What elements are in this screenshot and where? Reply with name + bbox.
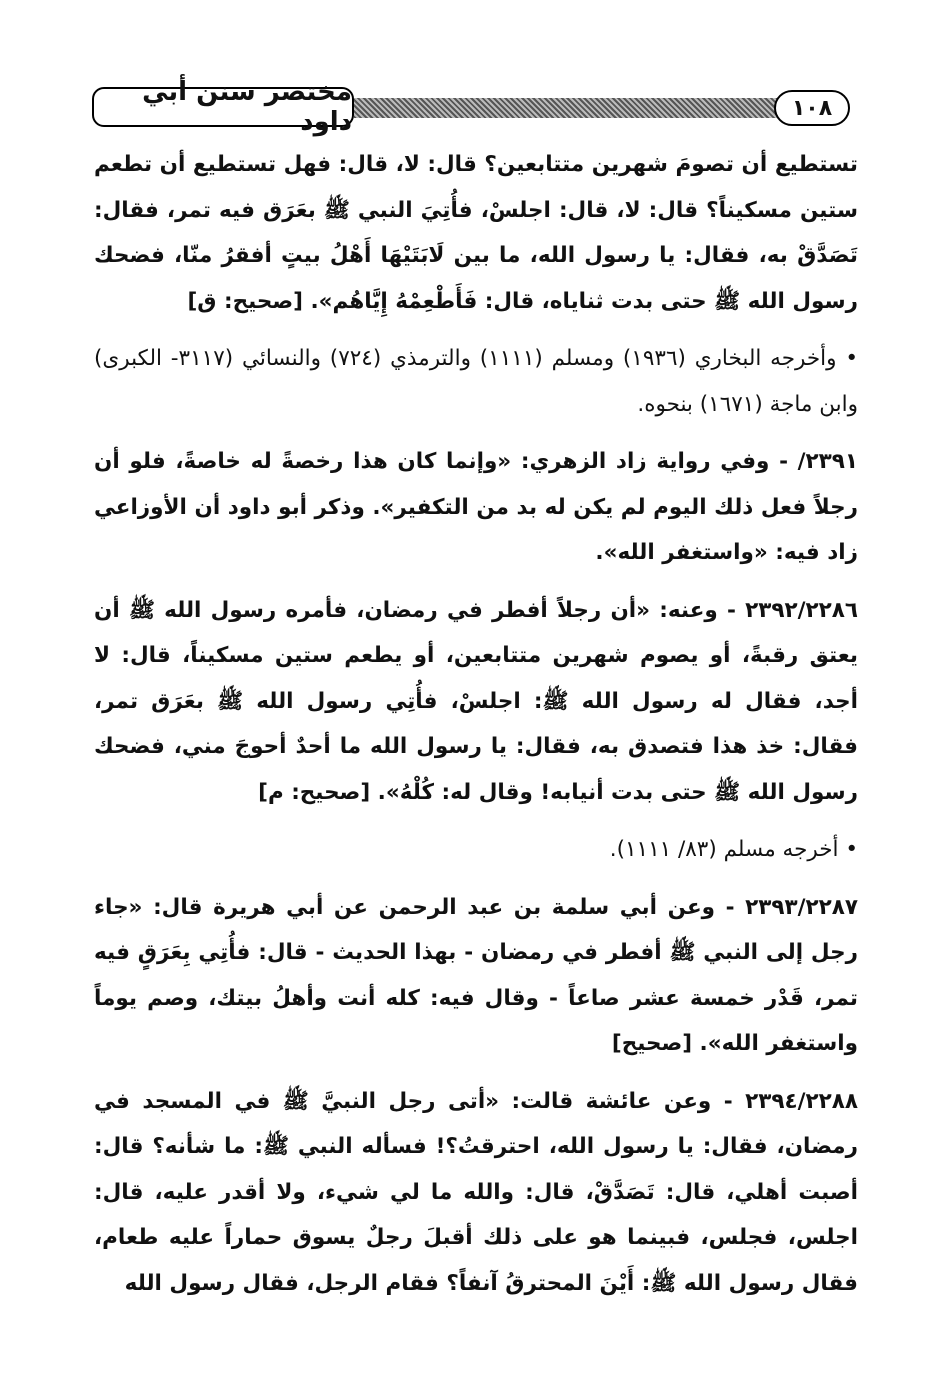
hadith-2394: ٢٣٩٤/٢٢٨٨ - وعن عائشة قالت: «أتى رجل النبيَّ ﷺ في المسجد في رمضان، فقال: يا رسول الله، احترقتُ؟! فسأله النبي ﷺ: ما شأنه؟ قال: أصبت أهلي، قال: تَصَدَّقْ، قال: والله ما لي شيء، ولا أقدر عليه، قال: اجلس، فجلس، فبينما هو على ذلك أقبلَ رجلٌ يسوق حماراً عليه طعام، فقال رسول الله ﷺ: أَيْنَ المحترقُ آنفاً؟ فقام الرجل، فقال رسول الله: [94, 1088, 858, 1296]
header-decorative-band: [354, 98, 778, 118]
book-title: مختصر سنن أبي داود: [92, 87, 354, 127]
takhrij-note: • أخرجه مسلم (٨٣/ ١١١١).: [609, 837, 858, 862]
page-number: ١٠٨: [774, 90, 850, 126]
page-body: [94, 142, 858, 1318]
hadith-2391: ٢٣٩١/ - وفي رواية زاد الزهري: «وإنما كان هذا رخصةً له خاصةً، فلو أن رجلاً فعل ذلك اليوم لم يكن له بد من التكفير». وذكر أبو داود أن الأوزاعي زاد فيه: «واستغفر الله».: [94, 449, 858, 565]
hadith-2392: ٢٣٩٢/٢٢٨٦ - وعنه: «أن رجلاً أفطر في رمضان، فأمره رسول الله ﷺ أن يعتق رقبةً، أو يصوم شهرين متتابعين، أو يطعم ستين مسكيناً، قال: لا أجد، فقال له رسول الله ﷺ: اجلسْ، فأُتِي رسول الله ﷺ بعَرَق تمر، فقال: خذ هذا فتصدق به، فقال: يا رسول الله ما أحدٌ أحوجَ مني، فضحك رسول الله ﷺ حتى بدت أنيابه! وقال له: كُلْهُ». [صحيح: م]: [94, 597, 858, 805]
hadith-continuation: تستطيع أن تصومَ شهرين متتابعين؟ قال: لا، قال: فهل تستطيع أن تطعم ستين مسكيناً؟ قال: لا، قال: اجلسْ، فأُتِيَ النبي ﷺ بعَرَق فيه تمر، فقال: تَصَدَّقْ به، فقال: يا رسول الله، ما بين لَابَتَيْهَا أَهْلُ بيتٍ أفقرُ منّا، فضحك رسول الله ﷺ حتى بدت ثناياه، قال: فَأَطْعِمْهُ إِيَّاهُم». [صحيح: ق]: [94, 152, 858, 314]
hadith-2393: ٢٣٩٣/٢٢٨٧ - وعن أبي سلمة بن عبد الرحمن عن أبي هريرة قال: «جاء رجل إلى النبي ﷺ أفطر في رمضان - بهذا الحديث - قال: فأُتِي بِعَرَقٍ فيه تمر، قَدْر خمسة عشر صاعاً - وقال فيه: كله أنت وأهلُ بيتك، وصم يوماً واستغفر الله». [صحيح]: [94, 894, 858, 1056]
page-header: [92, 77, 860, 137]
takhrij-note: • وأخرجه البخاري (١٩٣٦) ومسلم (١١١١) والترمذي (٧٢٤) والنسائي (٣١١٧- الكبرى) وابن ماجة (١٦٧١) بنحوه.: [94, 346, 858, 417]
